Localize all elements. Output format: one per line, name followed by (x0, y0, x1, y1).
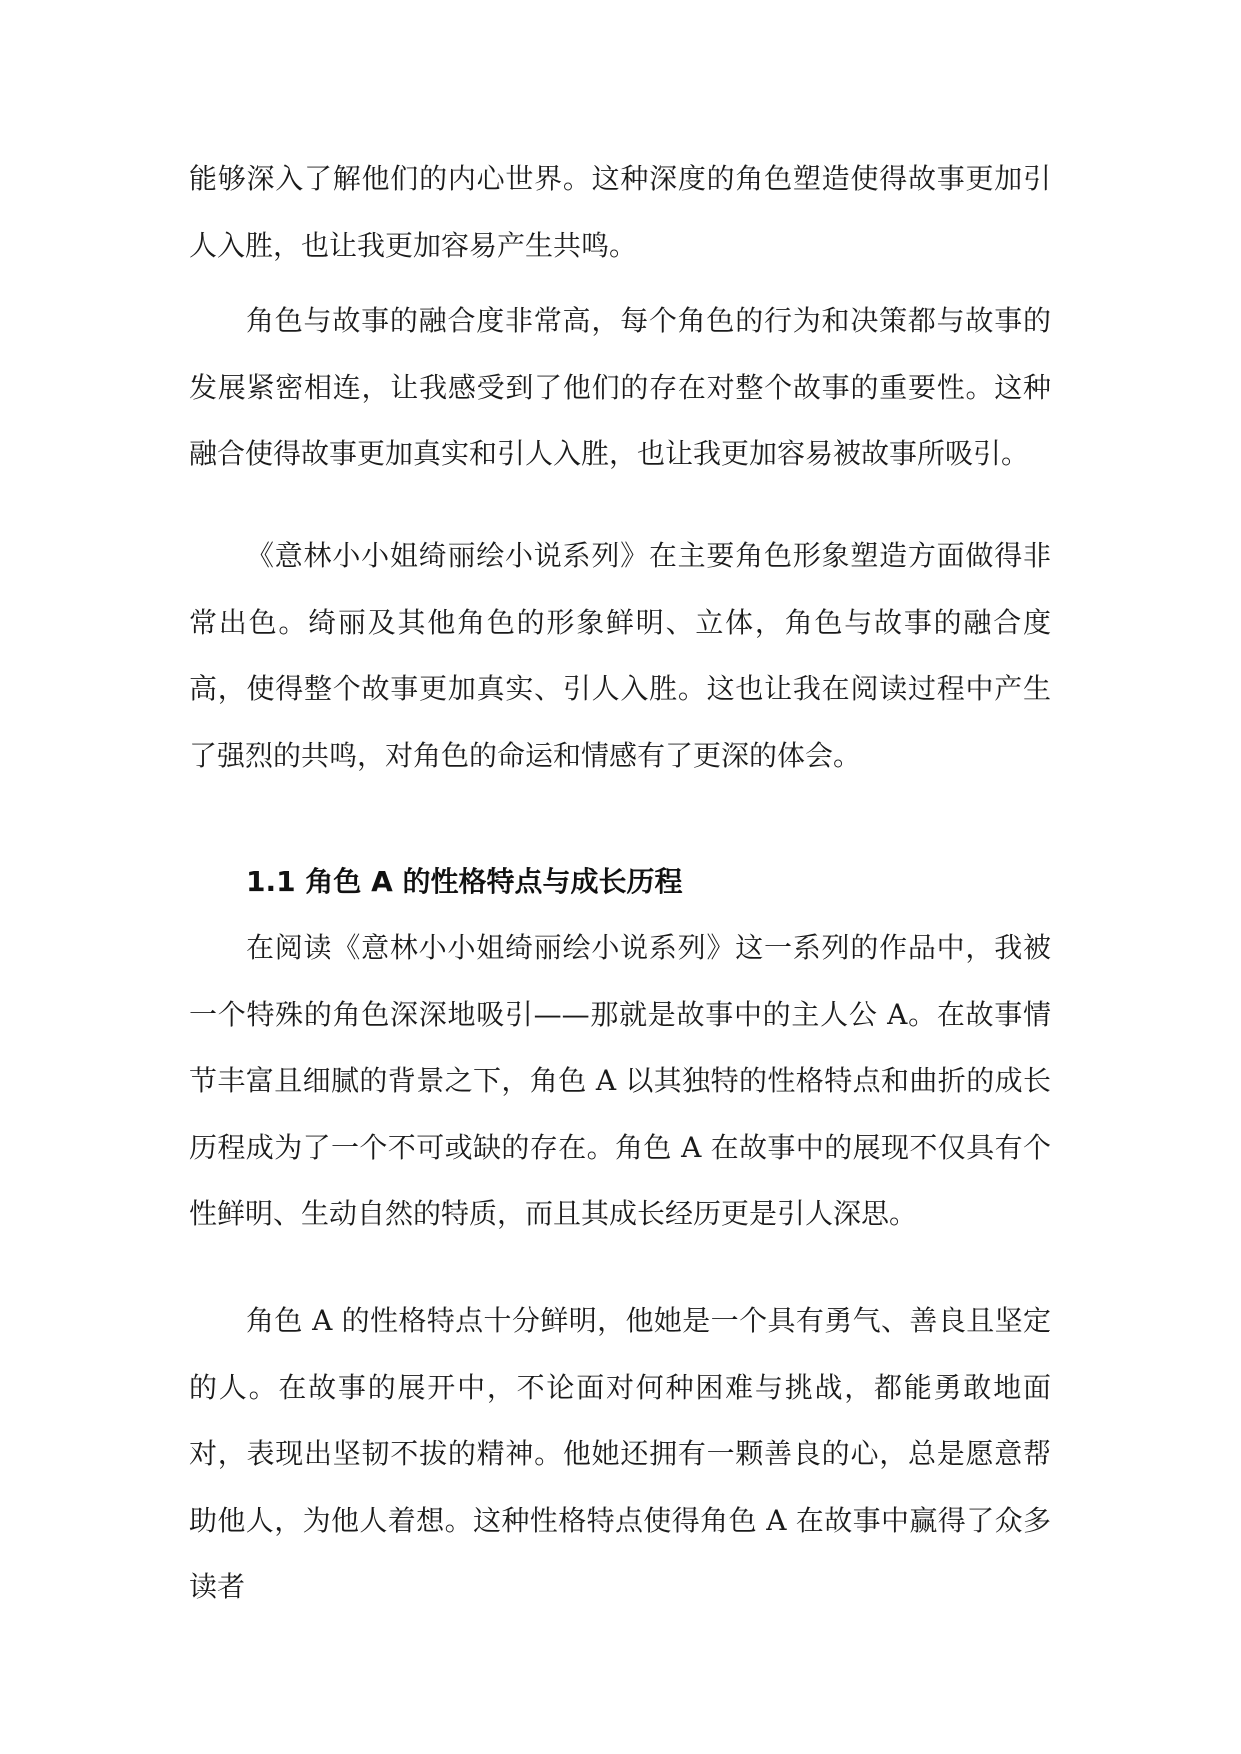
paragraph-fusion: 角色与故事的融合度非常高，每个角色的行为和决策都与故事的发展紧密相连，让我感受到了他们的存在对整个故事的重要性。这种融合使得故事更加真实和引人入胜，也让我更加容易被故事所吸引。 (189, 304, 1051, 470)
section-heading: 1.1 角色 A 的性格特点与成长历程 (246, 865, 683, 898)
paragraph-summary: 《意林小小姐绮丽绘小说系列》在主要角色形象塑造方面做得非常出色。绮丽及其他角色的形象鲜明、立体，角色与故事的融合度高，使得整个故事更加真实、引人入胜。这也让我在阅读过程中产生了强烈的共鸣，对角色的命运和情感有了更深的体会。 (189, 539, 1051, 772)
paragraph-character-traits: 角色 A 的性格特点十分鲜明，他她是一个具有勇气、善良且坚定的人。在故事的展开中，不论面对何种困难与挑战，都能勇敢地面对，表现出坚韧不拔的精神。他她还拥有一颗善良的心，总是愿意帮助他人，为他人着想。这种性格特点使得角色 A 在故事中赢得了众多读者 (189, 1304, 1051, 1603)
paragraph-character-intro: 在阅读《意林小小姐绮丽绘小说系列》这一系列的作品中，我被一个特殊的角色深深地吸引——那就是故事中的主人公 A。在故事情节丰富且细腻的背景之下，角色 A 以其独特的性格特点和曲折的成长历程成为了一个不可或缺的存在。角色 A 在故事中的展现不仅具有个性鲜明、生动自然的特质，而且其成长经历更是引人深思。 (189, 931, 1051, 1230)
paragraph-continuation: 能够深入了解他们的内心世界。这种深度的角色塑造使得故事更加引人入胜，也让我更加容易产生共鸣。 (189, 162, 1051, 262)
